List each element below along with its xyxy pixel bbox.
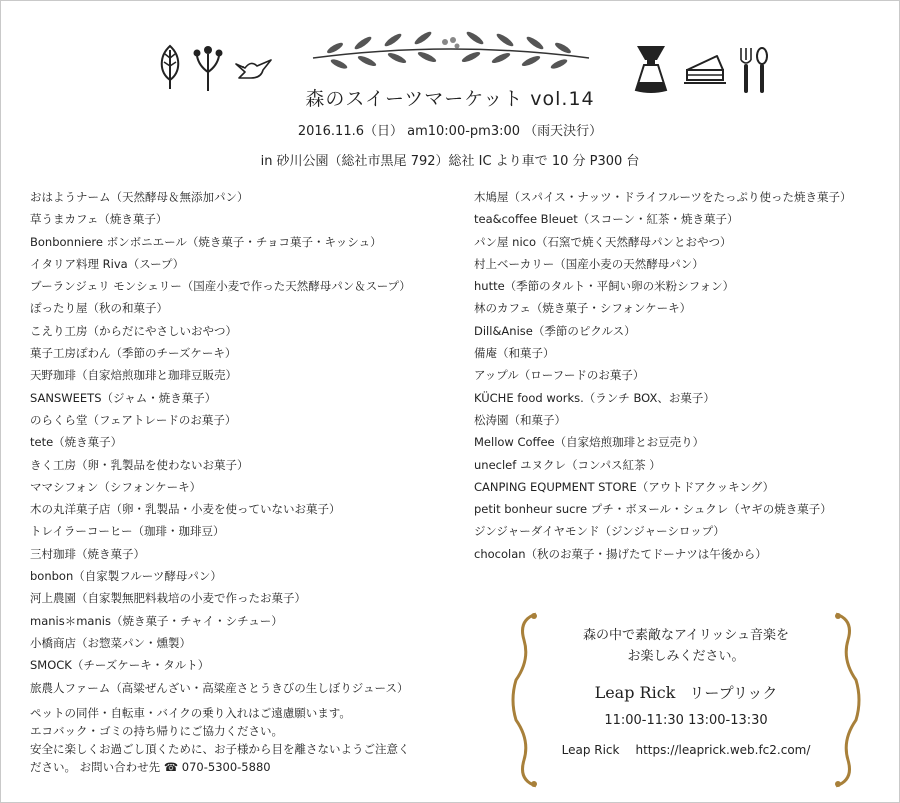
vendor-item: SANSWEETS（ジャム・焼き菓子）: [30, 390, 217, 405]
band-website-label: Leap Rick: [561, 743, 620, 757]
band-name-ja: リープリック: [689, 684, 778, 702]
notes-section: [30, 704, 410, 776]
vendor-item: おはようナーム（天然酵母＆無添加パン）: [30, 190, 249, 204]
vendor-item: こえり工房（からだにやさしいおやつ）: [30, 323, 237, 338]
bird-icon: [233, 58, 273, 82]
vendor-item: 三村珈琲（焼き菓子）: [30, 546, 145, 561]
vendor-item: hutte（季節のタルト・平飼い卵の米粉シフォン）: [474, 279, 735, 294]
vendor-item: アップル（ローフードのお菓子）: [474, 368, 645, 383]
music-announcement: [510, 610, 842, 790]
vendor-item: のらくら堂（フェアトレードのお菓子）: [30, 412, 237, 427]
vendor-item: 菓子工房ぽわん（季節のチーズケーキ）: [30, 346, 237, 361]
vendor-list-right: [474, 186, 852, 565]
laurel-branch-icon: [305, 28, 597, 78]
vendor-item: トレイラーコーヒー（珈琲・珈琲豆）: [30, 524, 225, 539]
vendor-item: きく工房（卵・乳製品を使わないお菓子）: [30, 457, 249, 472]
note-line: エコバック・ゴミの持ち帰りにご協力ください。: [30, 724, 283, 738]
band-website-url[interactable]: https://leaprick.web.fc2.com/: [635, 743, 811, 757]
vendor-list-left: [30, 186, 411, 699]
music-intro-line: 森の中で素敵なアイリッシュ音楽を: [582, 628, 790, 643]
vendor-item: chocolan（秋のお菓子・揚げたてドーナツは午後から）: [474, 546, 767, 561]
vendor-item: Dill&Anise（季節のピクルス）: [474, 323, 636, 338]
cake-slice-icon: [683, 52, 727, 86]
event-datetime: 2016.11.6（日） am10:00-pm3:00 （雨天決行）: [297, 124, 603, 139]
band-website: [510, 743, 862, 757]
vendor-item: 木鳩屋（スパイス・ナッツ・ドライフルーツをたっぷり使った焼き菓子）: [474, 190, 852, 204]
vendor-item: tete（焼き菓子）: [30, 435, 123, 450]
performance-times: 11:00-11:30 13:00-13:30: [604, 713, 768, 728]
note-line: ださい。 お問い合わせ先 ☎ 070-5300-5880: [30, 760, 271, 774]
note-line: 安全に楽しくお過ごし頂くために、お子様から目を離さないようご注意く: [30, 742, 410, 756]
vendor-item: uneclef ユヌクレ（コンパス紅茶 ）: [474, 457, 661, 472]
vendor-item: petit bonheur sucre プチ・ボヌール・シュクレ（ヤギの焼き菓子）: [474, 502, 832, 517]
vendor-item: manis＊manis（焼き菓子・チャイ・シチュー）: [30, 613, 283, 628]
vendor-item: 旅農人ファーム（高粱ぜんざい・高粱産さとうきびの生しぼりジュース）: [30, 680, 409, 695]
scroll-ornament-right-icon: [832, 610, 862, 790]
vendor-item: 松涛園（和菓子）: [474, 412, 566, 427]
vendor-item: 天野珈琲（自家焙煎珈琲と珈琲豆販売）: [30, 368, 237, 383]
vendor-item: ぽったり屋（秋の和菓子）: [30, 301, 168, 316]
note-line: ペットの同伴・自転車・バイクの乗り入れはご遠慮願います。: [30, 706, 351, 720]
vendor-item: ブーランジェリ モンシェリー（国産小麦で作った天然酵母パン＆スープ）: [30, 279, 411, 294]
vendor-item: 林のカフェ（焼き菓子・シフォンケーキ）: [474, 301, 692, 316]
vendor-item: パン屋 nico（石窯で焼く天然酵母パンとおやつ）: [474, 234, 732, 249]
vendor-item: 小橋商店（お惣菜パン・燻製）: [30, 635, 191, 650]
music-intro-line: お楽しみください。: [627, 649, 745, 664]
music-intro: [510, 625, 862, 667]
vendor-item: CANPING EQUPMENT STORE（アウトドアクッキング）: [474, 479, 775, 494]
vendor-item: 草うまカフェ（焼き菓子）: [30, 212, 168, 227]
event-title: 森のスイーツマーケット vol.14: [305, 88, 595, 110]
event-location: in 砂川公園（総社市黒尾 792）総社 IC より車で 10 分 P300 台: [260, 154, 640, 169]
vendor-item: 木の丸洋菓子店（卵・乳製品・小麦を使っていないお菓子）: [30, 502, 341, 517]
vendor-item: イタリア料理 Riva（スープ）: [30, 256, 185, 271]
vendor-item: Mellow Coffee（自家焙煎珈琲とお豆売り）: [474, 435, 705, 450]
vendor-item: tea&coffee Bleuet（スコーン・紅茶・焼き菓子）: [474, 212, 739, 227]
vendor-item: KÜCHE food works.（ランチ BOX、お菓子）: [474, 390, 715, 405]
band-name-en: Leap Rick: [594, 683, 676, 702]
vendor-item: SMOCK（チーズケーキ・タルト）: [30, 658, 210, 673]
vendor-item: 村上ベーカリー（国産小麦の天然酵母パン）: [474, 256, 704, 271]
vendor-item: 備庵（和菓子）: [474, 346, 555, 361]
vendor-item: ジンジャーダイヤモンド（ジンジャーシロップ）: [474, 524, 725, 539]
vendor-item: bonbon（自家製フルーツ酵母パン）: [30, 569, 222, 584]
vendor-item: ママシフォン（シフォンケーキ）: [30, 479, 202, 494]
band-name: [510, 682, 862, 703]
vendor-item: 河上農園（自家製無肥料栽培の小麦で作ったお菓子）: [30, 591, 306, 606]
vendor-item: Bonbonniere ボンボニエール（焼き菓子・チョコ菓子・キッシュ）: [30, 234, 382, 249]
